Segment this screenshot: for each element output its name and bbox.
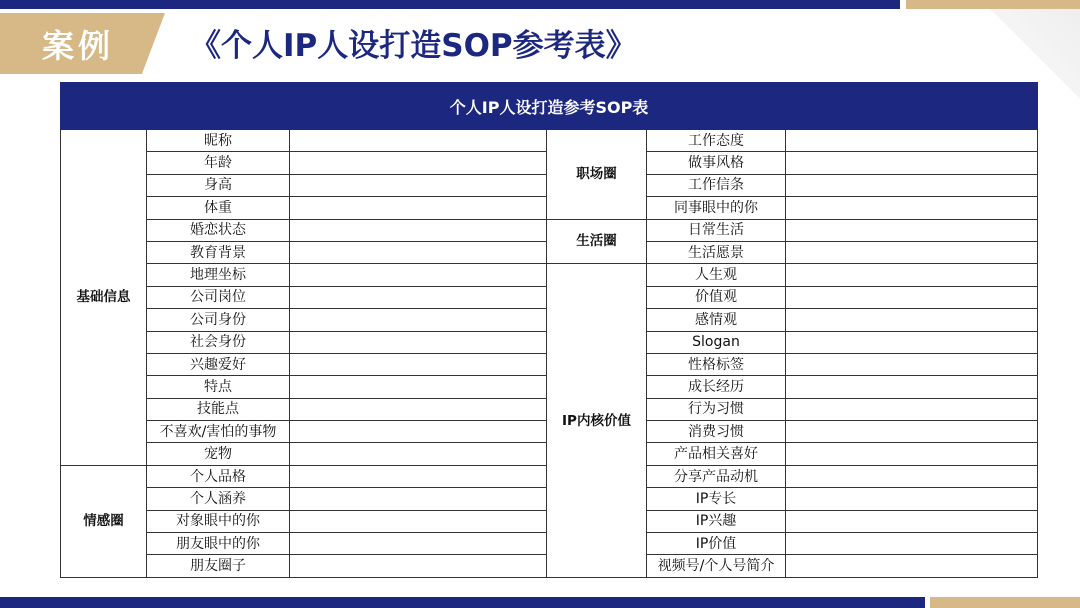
right-item-value <box>786 443 1038 465</box>
left-item-label: 身高 <box>147 174 290 196</box>
left-item-value <box>290 174 547 196</box>
left-item-label: 年龄 <box>147 152 290 174</box>
left-item-value <box>290 488 547 510</box>
right-item-label: 同事眼中的你 <box>647 197 786 219</box>
left-item-value <box>290 533 547 555</box>
left-item-label: 技能点 <box>147 398 290 420</box>
left-item-label: 朋友圈子 <box>147 555 290 577</box>
right-item-value <box>786 130 1038 152</box>
table-body <box>61 130 1038 578</box>
right-group-label: 职场圈 <box>547 130 647 220</box>
right-item-value <box>786 353 1038 375</box>
right-item-label: 价值观 <box>647 286 786 308</box>
left-item-value <box>290 555 547 577</box>
left-item-value <box>290 286 547 308</box>
left-item-value <box>290 264 547 286</box>
right-item-value <box>786 197 1038 219</box>
right-item-label: 视频号/个人号简介 <box>647 555 786 577</box>
left-item-label: 朋友眼中的你 <box>147 533 290 555</box>
right-item-label: 消费习惯 <box>647 421 786 443</box>
right-item-label: 生活愿景 <box>647 241 786 263</box>
left-item-label: 兴趣爱好 <box>147 353 290 375</box>
right-item-value <box>786 152 1038 174</box>
left-item-label: 教育背景 <box>147 241 290 263</box>
right-item-label: IP价值 <box>647 533 786 555</box>
left-item-label: 公司身份 <box>147 309 290 331</box>
left-item-value <box>290 197 547 219</box>
left-item-label: 对象眼中的你 <box>147 510 290 532</box>
right-item-value <box>786 331 1038 353</box>
left-item-label: 婚恋状态 <box>147 219 290 241</box>
left-item-value <box>290 421 547 443</box>
right-item-label: 工作信条 <box>647 174 786 196</box>
page-title: 《个人IP人设打造SOP参考表》 <box>190 28 637 64</box>
left-item-value <box>290 331 547 353</box>
right-item-value <box>786 465 1038 487</box>
table-row <box>61 219 1038 241</box>
right-item-label: 做事风格 <box>647 152 786 174</box>
left-item-label: 特点 <box>147 376 290 398</box>
left-group-label: 基础信息 <box>61 130 147 466</box>
right-item-label: IP兴趣 <box>647 510 786 532</box>
right-group-label: 生活圈 <box>547 219 647 264</box>
right-item-value <box>786 309 1038 331</box>
left-item-value <box>290 465 547 487</box>
left-item-label: 个人涵养 <box>147 488 290 510</box>
right-item-value <box>786 555 1038 577</box>
bottom-accent-bar <box>0 597 925 608</box>
right-item-label: 成长经历 <box>647 376 786 398</box>
right-item-value <box>786 421 1038 443</box>
left-item-label: 不喜欢/害怕的事物 <box>147 421 290 443</box>
right-item-value <box>786 488 1038 510</box>
right-item-value <box>786 398 1038 420</box>
left-item-label: 个人品格 <box>147 465 290 487</box>
left-item-label: 昵称 <box>147 130 290 152</box>
right-item-label: 感情观 <box>647 309 786 331</box>
left-item-label: 体重 <box>147 197 290 219</box>
table-row <box>61 264 1038 286</box>
right-item-label: 产品相关喜好 <box>647 443 786 465</box>
left-item-value <box>290 241 547 263</box>
right-item-label: IP专长 <box>647 488 786 510</box>
right-item-label: 分享产品动机 <box>647 465 786 487</box>
right-item-value <box>786 286 1038 308</box>
left-item-value <box>290 219 547 241</box>
left-item-label: 宠物 <box>147 443 290 465</box>
right-item-value <box>786 264 1038 286</box>
top-accent-bar-gold <box>906 0 1080 9</box>
left-item-value <box>290 152 547 174</box>
right-item-value <box>786 219 1038 241</box>
left-item-value <box>290 353 547 375</box>
right-item-label: Slogan <box>647 331 786 353</box>
right-item-value <box>786 241 1038 263</box>
left-item-value <box>290 443 547 465</box>
left-item-value <box>290 510 547 532</box>
right-item-value <box>786 533 1038 555</box>
right-item-label: 日常生活 <box>647 219 786 241</box>
left-group-label: 情感圈 <box>61 465 147 577</box>
left-item-label: 地理坐标 <box>147 264 290 286</box>
right-item-value <box>786 510 1038 532</box>
left-item-value <box>290 309 547 331</box>
bottom-accent-bar-gold <box>930 597 1080 608</box>
right-group-label: IP内核价值 <box>547 264 647 577</box>
left-item-value <box>290 398 547 420</box>
left-item-label: 公司岗位 <box>147 286 290 308</box>
section-tab-label: 案例 <box>42 27 115 65</box>
right-item-label: 性格标签 <box>647 353 786 375</box>
left-item-value <box>290 130 547 152</box>
table-row <box>61 130 1038 152</box>
top-accent-bar <box>0 0 900 9</box>
right-item-label: 工作态度 <box>647 130 786 152</box>
left-item-label: 社会身份 <box>147 331 290 353</box>
table-title: 个人IP人设打造参考SOP表 <box>61 83 1038 130</box>
left-item-value <box>290 376 547 398</box>
right-item-label: 行为习惯 <box>647 398 786 420</box>
right-item-value <box>786 174 1038 196</box>
right-item-value <box>786 376 1038 398</box>
sop-table <box>60 82 1038 578</box>
right-item-label: 人生观 <box>647 264 786 286</box>
